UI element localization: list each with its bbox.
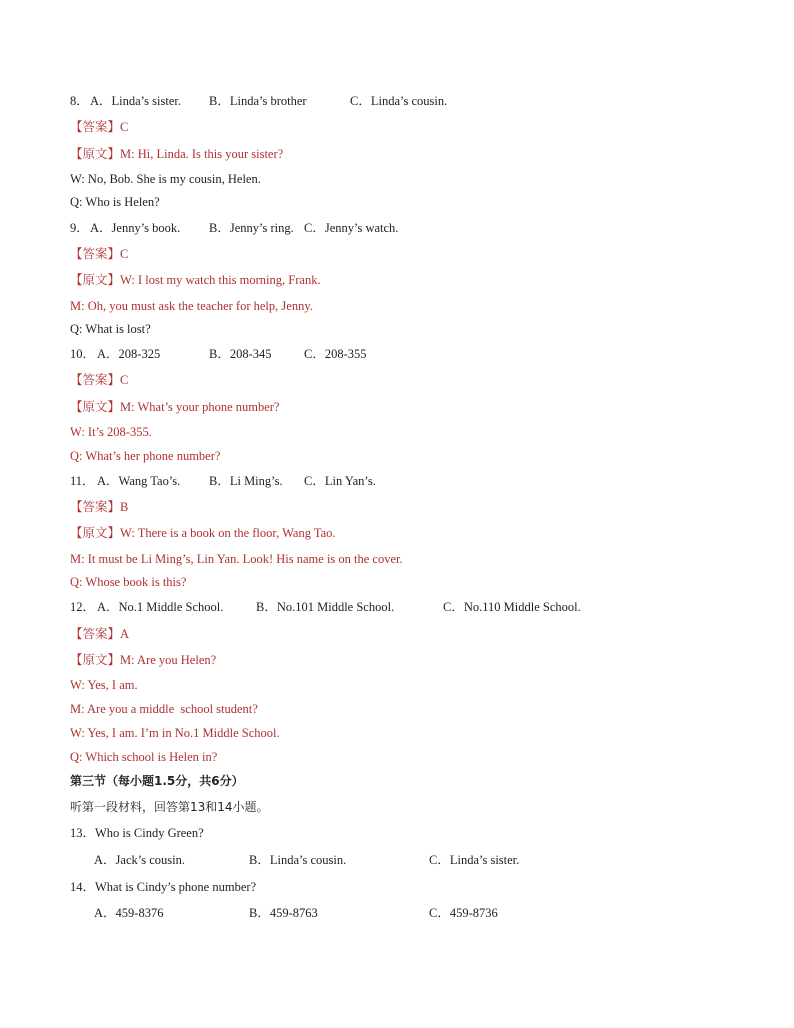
answer-line: 【答案】C xyxy=(70,120,129,134)
transcript-line: M: Oh, you must ask the teacher for help, Jenny. xyxy=(70,299,313,313)
question-number: 9． xyxy=(70,221,89,235)
transcript-question: Q: Whose book is this? xyxy=(70,575,187,589)
question-number: 8． xyxy=(70,94,89,108)
answer-line: 【答案】B xyxy=(70,500,129,514)
transcript-line: W: Yes, I am. I’m in No.1 Middle School. xyxy=(70,726,280,740)
option-a: A．Jack’s cousin. xyxy=(94,853,185,867)
option-a: A．459-8376 xyxy=(94,906,164,920)
option-a: A．Linda’s sister. xyxy=(90,94,181,108)
transcript-question: Q: Which school is Helen in? xyxy=(70,750,218,764)
transcript-text: W: I lost my watch this morning, Frank. xyxy=(120,273,321,287)
transcript-question: Q: Who is Helen? xyxy=(70,195,160,209)
transcript-label: 【原文】 xyxy=(70,147,121,161)
transcript-text: M: Hi, Linda. Is this your sister? xyxy=(120,147,284,161)
option-c: C．208-355 xyxy=(304,347,367,361)
answer-line: 【答案】A xyxy=(70,627,130,641)
transcript-label: 【原文】 xyxy=(70,526,121,540)
transcript-text: M: What’s your phone number? xyxy=(120,400,280,414)
option-b: B．459-8763 xyxy=(249,906,318,920)
question-13: 13．Who is Cindy Green? xyxy=(70,826,204,840)
transcript-line xyxy=(70,272,321,288)
option-c: C．No.110 Middle School. xyxy=(443,600,581,614)
option-c: C．Lin Yan’s. xyxy=(304,474,376,488)
transcript-line: W: No, Bob. She is my cousin, Helen. xyxy=(70,172,261,186)
question-14: 14．What is Cindy’s phone number? xyxy=(70,880,257,894)
transcript-line xyxy=(70,146,283,162)
option-b: B．Li Ming’s. xyxy=(209,474,283,488)
transcript-label: 【原文】 xyxy=(70,273,121,287)
question-number: 10． xyxy=(70,347,96,361)
option-b: B．Linda’s brother xyxy=(209,94,307,108)
transcript-label: 【原文】 xyxy=(70,400,121,414)
transcript-line: W: It’s 208-355. xyxy=(70,425,152,439)
transcript-line xyxy=(70,652,216,668)
option-b: B．Linda’s cousin. xyxy=(249,853,347,867)
transcript-line: M: Are you a middle school student? xyxy=(70,702,258,716)
transcript-line xyxy=(70,525,336,541)
section-heading: 第三节（每小题1.5分，共6分） xyxy=(70,774,244,788)
option-a: A．No.1 Middle School. xyxy=(97,600,224,614)
option-b: B．208-345 xyxy=(209,347,272,361)
answer-line: 【答案】C xyxy=(70,247,129,261)
transcript-line: W: Yes, I am. xyxy=(70,678,138,692)
section-instruction: 听第一段材料，回答第13和14小题。 xyxy=(70,800,269,814)
option-a: A．Jenny’s book. xyxy=(90,221,181,235)
answer-line: 【答案】C xyxy=(70,373,129,387)
transcript-line: M: It must be Li Ming’s, Lin Yan. Look! His name is on the cover. xyxy=(70,552,403,566)
option-a: A．208-325 xyxy=(97,347,161,361)
option-c: C．Linda’s cousin. xyxy=(350,94,448,108)
option-a: A．Wang Tao’s. xyxy=(97,474,181,488)
transcript-question: Q: What’s her phone number? xyxy=(70,449,221,463)
option-b: B．No.101 Middle School. xyxy=(256,600,395,614)
option-b: B．Jenny’s ring. xyxy=(209,221,294,235)
transcript-question: Q: What is lost? xyxy=(70,322,151,336)
transcript-label: 【原文】 xyxy=(70,653,121,667)
transcript-line xyxy=(70,399,279,415)
option-c: C．Jenny’s watch. xyxy=(304,221,399,235)
question-number: 11． xyxy=(70,474,95,488)
option-c: C．459-8736 xyxy=(429,906,498,920)
question-number: 12． xyxy=(70,600,96,614)
option-c: C．Linda’s sister. xyxy=(429,853,520,867)
transcript-text: M: Are you Helen? xyxy=(120,653,217,667)
transcript-text: W: There is a book on the floor, Wang Tao. xyxy=(120,526,336,540)
